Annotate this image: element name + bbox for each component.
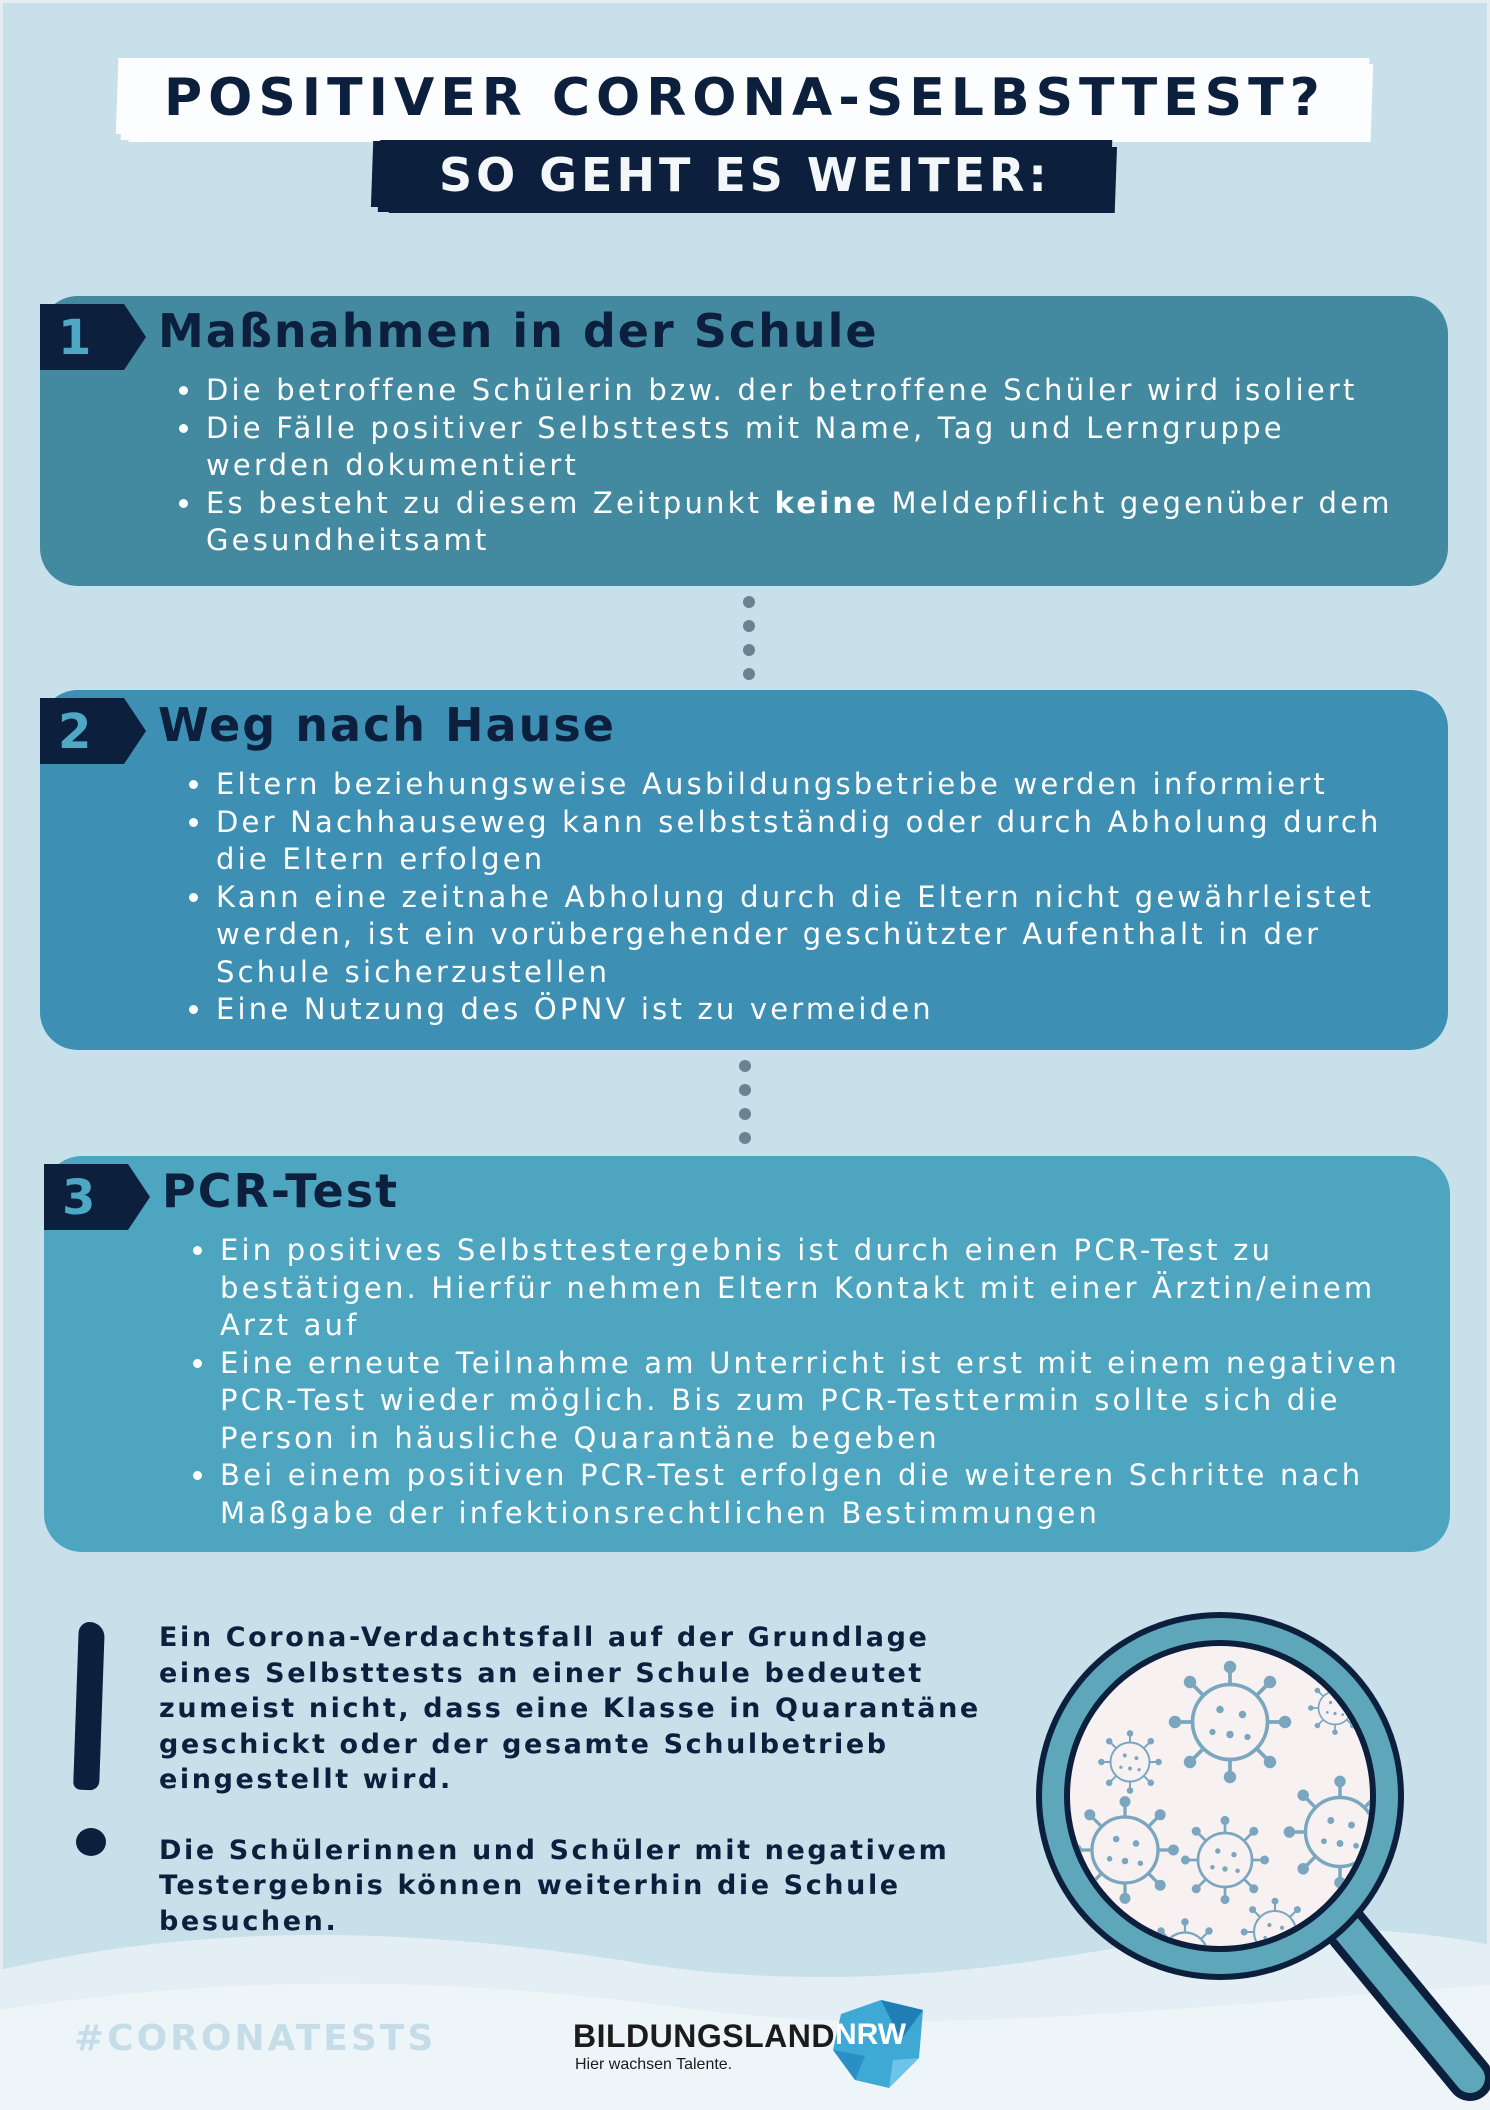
bildungsland-logo xyxy=(573,2000,923,2090)
title-banner xyxy=(0,58,1490,140)
hashtag: #CORONATESTS xyxy=(74,2018,437,2059)
list-item-text: Es besteht zu diesem Zeitpunkt xyxy=(206,485,775,520)
step-list xyxy=(204,372,1408,560)
step-number-badge xyxy=(40,304,124,370)
step-title: PCR-Test xyxy=(162,1164,400,1218)
note-paragraph: Die Schülerinnen und Schüler mit negativem Testergebnis können weiterhin die Schule besuchen. xyxy=(159,1834,950,1937)
logo-tagline: Hier wachsen Talente. xyxy=(575,2056,733,2073)
page-title: POSITIVER CORONA-SELBSTTEST? xyxy=(164,68,1326,128)
list-item: • Der Nachhauseweg kann selbstständig oder durch Abholung durch die Eltern erfolgen xyxy=(214,804,1408,879)
logo-nrw-text: NRW xyxy=(835,2018,907,2051)
info-note xyxy=(159,1620,1019,1939)
connector-dots xyxy=(743,596,755,692)
step-number: 3 xyxy=(62,1170,96,1226)
list-item-emphasis: keine xyxy=(774,485,880,520)
list-item: • Die Fälle positiver Selbsttests mit Name, Tag und Lerngruppe werden dokumentiert xyxy=(204,410,1408,485)
note-paragraph: Ein Corona-Verdachtsfall auf der Grundlage eines Selbsttests an einer Schule bedeutet zumeist nicht, dass eine Klasse in Quarantäne geschickt oder der gesamte Schulbetrieb eingestellt wird. xyxy=(159,1622,981,1795)
step-number-badge xyxy=(44,1164,128,1230)
list-item: • Eine Nutzung des ÖPNV ist zu vermeiden xyxy=(214,991,1408,1029)
connector-dots xyxy=(739,1060,751,1156)
list-item: • Eine erneute Teilnahme am Unterricht ist erst mit einem negativen PCR-Test wieder möglich. Bis zum PCR-Testtermin sollte sich die Person in häusliche Quarantäne begeben xyxy=(218,1345,1410,1458)
step-card-3 xyxy=(44,1156,1450,1552)
list-item xyxy=(204,485,1408,560)
list-item: • Kann eine zeitnahe Abholung durch die Eltern nicht gewährleistet werden, ist ein vorübergehender geschützter Aufenthalt in der Schule sicherzustellen xyxy=(214,879,1408,992)
list-item: • Bei einem positiven PCR-Test erfolgen die weiteren Schritte nach Maßgabe der infektionsrechtlichen Bestimmungen xyxy=(218,1457,1410,1532)
step-number-badge xyxy=(40,698,124,764)
step-list xyxy=(218,1232,1410,1532)
list-item: • Ein positives Selbsttestergebnis ist durch einen PCR-Test zu bestätigen. Hierfür nehmen Eltern Kontakt mit einer Ärztin/einem Arzt auf xyxy=(218,1232,1410,1345)
step-number: 1 xyxy=(58,310,92,366)
step-title: Maßnahmen in der Schule xyxy=(158,304,879,358)
step-card-2 xyxy=(40,690,1448,1050)
step-title: Weg nach Hause xyxy=(158,698,616,752)
logo-wordmark: BILDUNGSLAND xyxy=(573,2018,835,2054)
subtitle-brush xyxy=(378,140,1112,212)
page-subtitle: SO GEHT ES WEITER: xyxy=(439,148,1051,202)
step-list xyxy=(214,766,1408,1029)
magnifier-virus-icon xyxy=(1030,1610,1490,2110)
list-item: • Eltern beziehungsweise Ausbildungsbetriebe werden informiert xyxy=(214,766,1408,804)
exclamation-dot-icon xyxy=(76,1828,106,1856)
list-item: • Die betroffene Schülerin bzw. der betroffene Schüler wird isoliert xyxy=(204,372,1408,410)
step-number: 2 xyxy=(58,704,92,760)
step-card-1 xyxy=(40,296,1448,586)
list-item-text: Meldepflicht gegenüber dem Gesundheitsamt xyxy=(206,485,1393,557)
subtitle-banner xyxy=(0,140,1490,212)
title-brush xyxy=(121,58,1370,140)
